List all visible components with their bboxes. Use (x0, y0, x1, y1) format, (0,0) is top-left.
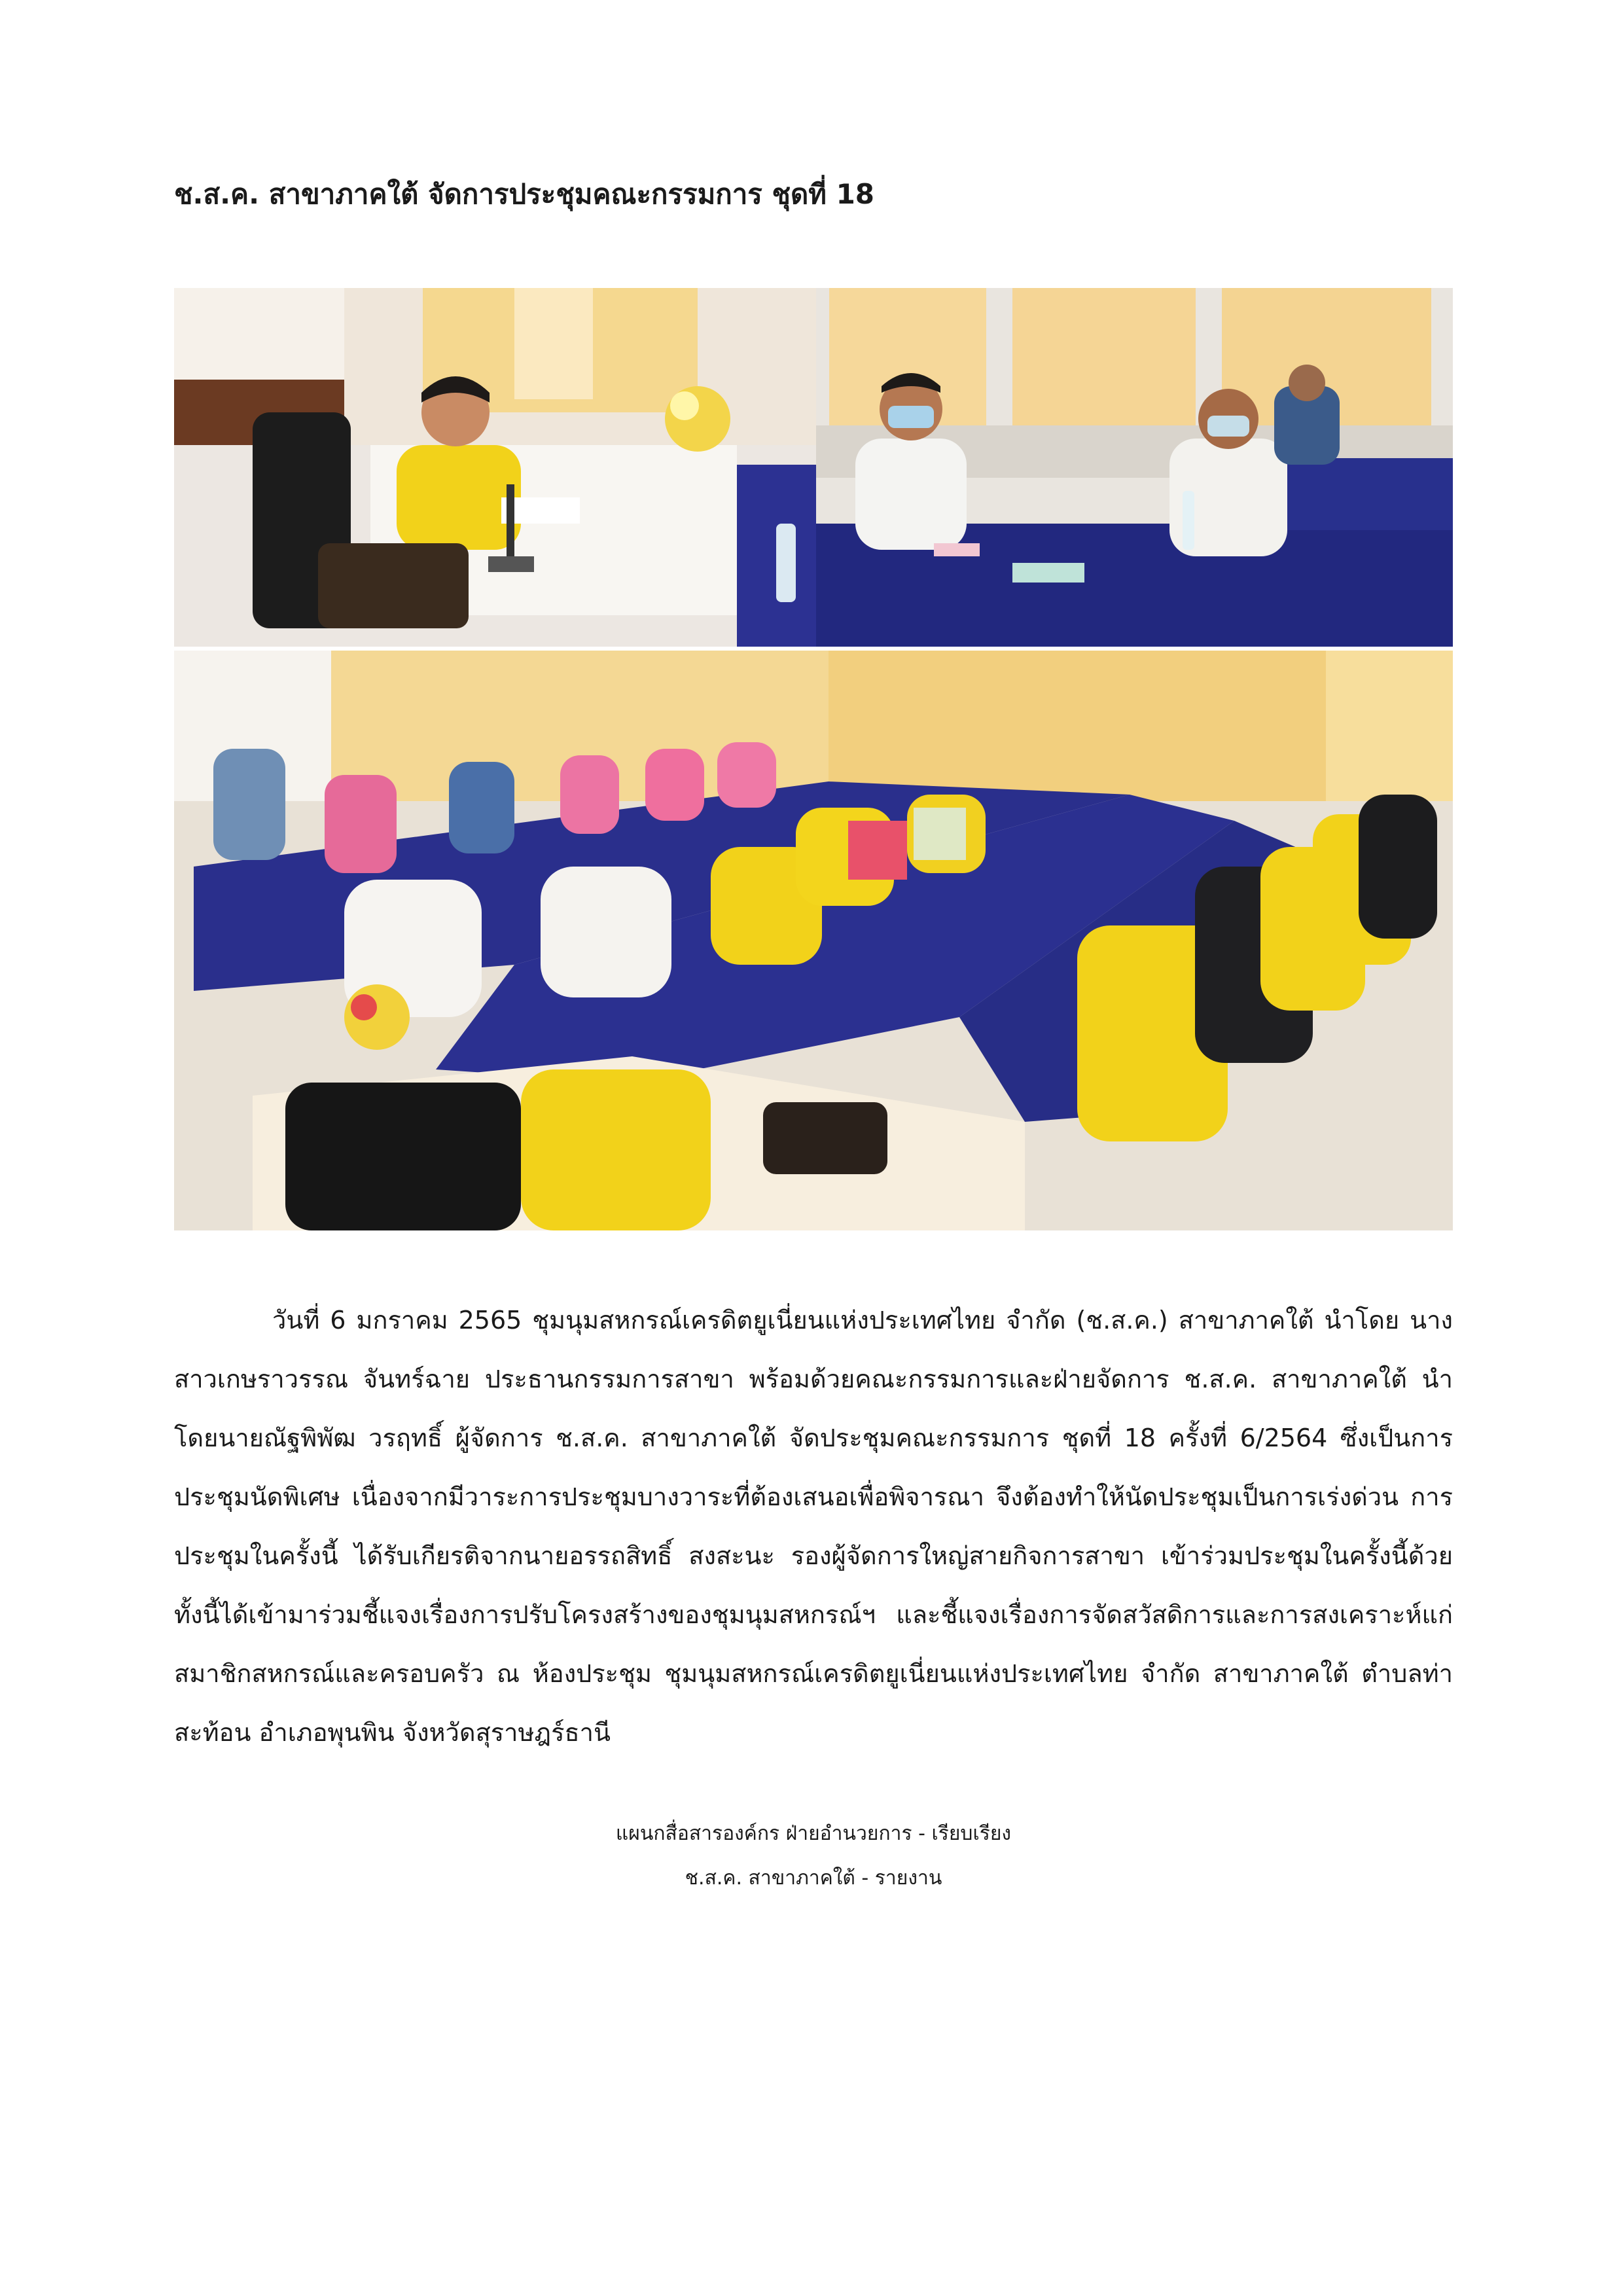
page-title: ช.ส.ค. สาขาภาคใต้ จัดการประชุมคณะกรรมการ ชุดที่ 18 (174, 178, 875, 210)
credits (174, 1812, 1453, 1901)
credit-line-reporter: ช.ส.ค. สาขาภาคใต้ - รายงาน (685, 1867, 942, 1890)
meeting-photo-room (174, 651, 1453, 1230)
article-body (174, 1291, 1453, 1762)
article-paragraph: วันที่ 6 มกราคม 2565 ชุมนุมสหกรณ์เครดิตยูเนี่ยนแห่งประเทศไทย จำกัด (ช.ส.ค.) สาขาภาคใต้ นำโดย นางสาวเกษราวรรณ จันทร์ฉาย ประธานกรรมการสาขา พร้อมด้วยคณะกรรมการและฝ่ายจัดการ ช.ส.ค. สาขาภาคใต้ นำโดยนายณัฐพิพัฒ วรฤทธิ์ ผู้จัดการ ช.ส.ค. สาขาภาคใต้ จัดประชุมคณะกรรมการ ชุดที่ 18 ครั้งที่ 6/2564 ซึ่งเป็นการประชุมนัดพิเศษ เนื่องจากมีวาระการประชุมบางวาระที่ต้องเสนอเพื่อพิจารณา จึงต้องทำให้นัดประชุมเป็นการเร่งด่วน การประชุมในครั้งนี้ ได้รับเกียรติจากนายอรรถสิทธิ์ สงสะนะ รองผู้จัดการใหญ่สายกิจการสาขา เข้าร่วมประชุมในครั้งนี้ด้วย ทั้งนี้ได้เข้ามาร่วมชี้แจงเรื่องการปรับโครงสร้างของชุมนุมสหกรณ์ฯ และชี้แจงเรื่องการจัดสวัสดิการและการสงเคราะห์แก่สมาชิกสหกรณ์และครอบครัว ณ ห้องประชุม ชุมนุมสหกรณ์เครดิตยูเนี่ยนแห่งประเทศไทย จำกัด สาขาภาคใต้ ตำบลท่าสะท้อน อำเภอพุนพิน จังหวัดสุราษฎร์ธานี (174, 1306, 1453, 1747)
meeting-photo-chairperson (174, 288, 816, 647)
credit-line-editor: แผนกสื่อสารองค์กร ฝ่ายอำนวยการ - เรียบเรียง (615, 1822, 1012, 1845)
meeting-photo-members (816, 288, 1453, 647)
